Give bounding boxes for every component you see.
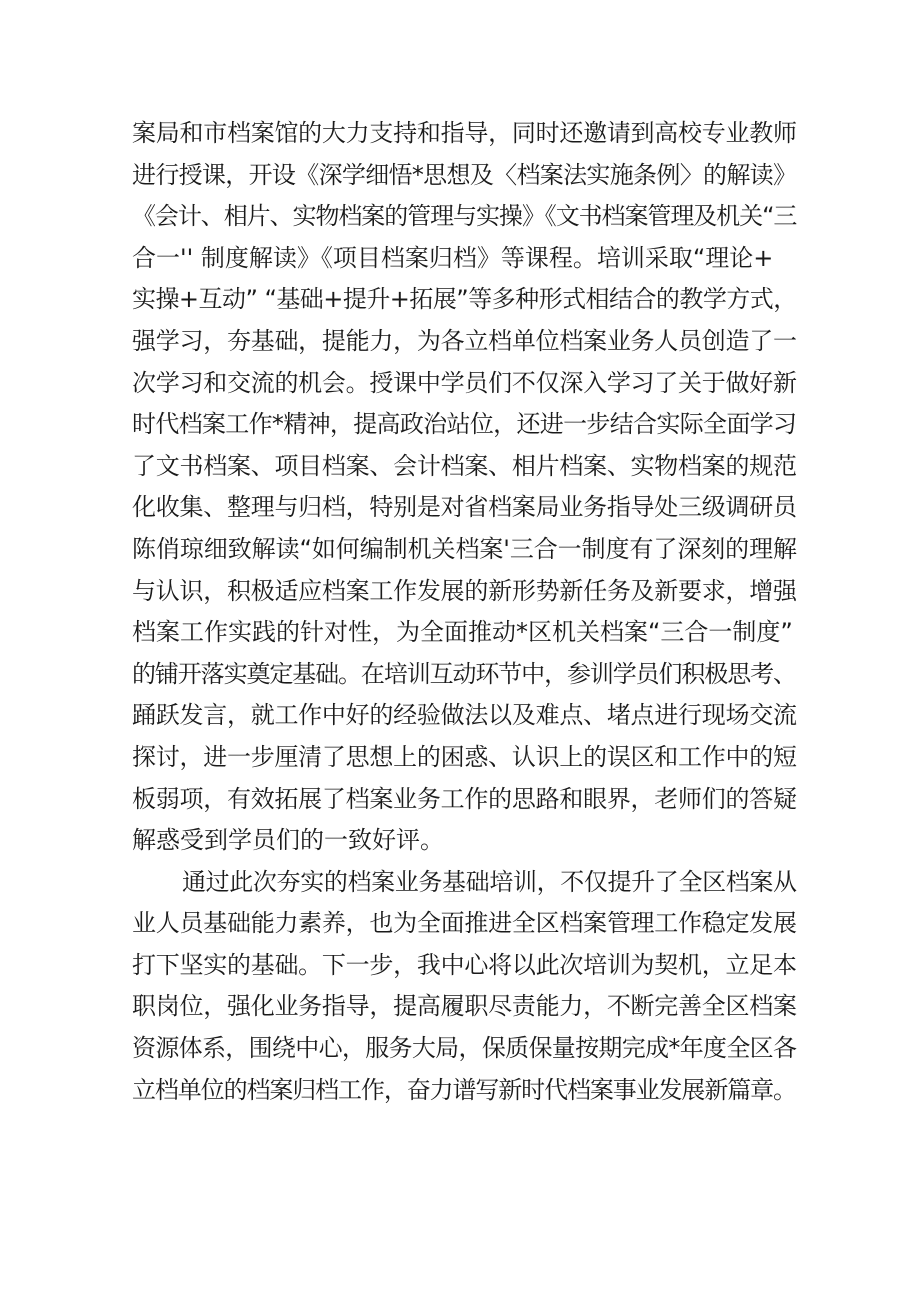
paragraph: [132, 862, 797, 1112]
text-line: 板弱项，有效拓展了档案业务工作的思路和眼界，老师们的答疑: [132, 784, 797, 813]
text-line: 打下坚实的基础。下一步，我中心将以此次培训为契机，立足本: [132, 950, 797, 979]
text-line: 案局和市档案馆的大力支持和指导，同时还邀请到高校专业教师: [132, 119, 797, 147]
text-line: 陈俏琼细致解读“如何编制机关档案'三合一制度有了深刻的理解: [132, 534, 797, 563]
text-line: 次学习和交流的机会。授课中学员们不仅深入学习了关于做好新: [132, 368, 797, 397]
text-line: 职岗位，强化业务指导，提高履职尽责能力，不断完善全区档案: [132, 992, 797, 1021]
text-line: 《会计、相片、实物档案的管理与实操》《文书档案管理及机关“三: [132, 202, 797, 231]
text-line: 踊跃发言，就工作中好的经验做法以及难点、堵点进行现场交流: [132, 701, 797, 730]
text-line: 实操+互动” “基础+提升+拓展”等多种形式相结合的教学方式，: [132, 285, 797, 314]
text-line: 化收集、整理与归档，特别是对省档案局业务指导处三级调研员: [132, 493, 797, 522]
text-line: 档案工作实践的针对性，为全面推动*区机关档案“三合一制度”: [132, 618, 793, 647]
text-line: 的铺开落实奠定基础。在培训互动环节中，参训学员们积极思考、: [132, 659, 796, 688]
text-line: 资源体系，围绕中心，服务大局，保质保量按期完成*年度全区各: [132, 1034, 797, 1063]
paragraph: [132, 113, 797, 862]
text-line: 强学习，夯基础，提能力，为各立档单位档案业务人员创造了一: [132, 326, 797, 355]
text-line: 与认识，积极适应档案工作发展的新形势新任务及新要求，增强: [132, 576, 797, 605]
text-line: 时代档案工作*精神，提高政治站位，还进一步结合实际全面学习: [132, 410, 797, 439]
text-line: 探讨，进一步厘清了思想上的困惑、认识上的误区和工作中的短: [132, 742, 797, 771]
text-line: 了文书档案、项目档案、会计档案、相片档案、实物档案的规范: [132, 451, 797, 480]
text-line: 合一'' 制度解读》《项目档案归档》等课程。培训采取“理论+: [132, 243, 774, 272]
body-text: [132, 113, 797, 1111]
text-line: 立档单位的档案归档工作，奋力谱写新时代档案事业发展新篇章。: [132, 1075, 796, 1104]
text-line: 通过此次夯实的档案业务基础培训，不仅提升了全区档案从: [182, 867, 797, 896]
text-line: 进行授课，开设《深学细悟*思想及〈档案法实施条例〉的解读》: [132, 160, 797, 189]
text-line: 解惑受到学员们的一致好评。: [132, 826, 444, 855]
text-line: 业人员基础能力素养，也为全面推进全区档案管理工作稳定发展: [132, 909, 797, 938]
